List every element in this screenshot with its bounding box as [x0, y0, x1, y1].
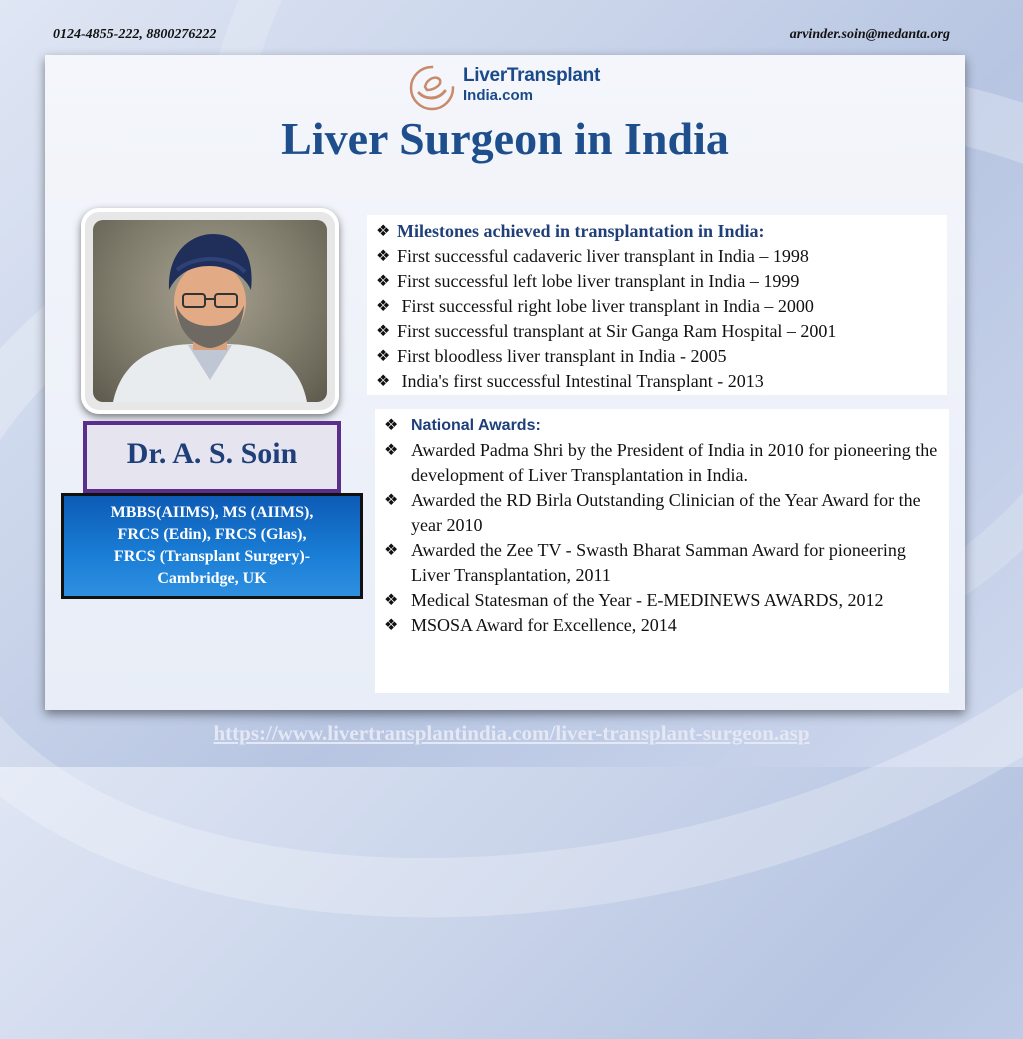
diamond-bullet-icon: ❖ [384, 542, 399, 559]
degree-line: Cambridge, UK [157, 570, 267, 587]
footer-link[interactable]: https://www.livertransplantindia.com/liver-transplant-surgeon.asp [213, 721, 810, 745]
list-item [384, 538, 949, 588]
page-title: Liver Surgeon in India [281, 113, 729, 164]
list-item [376, 319, 947, 344]
email-address[interactable]: arvinder.soin@medanta.org [789, 27, 950, 42]
award-text: MSOSA Award for Excellence, 2014 [411, 615, 677, 635]
milestone-text: First successful right lobe liver transplant in India – 2000 [397, 296, 814, 316]
degree-line: FRCS (Edin), FRCS (Glas), [117, 526, 307, 543]
awards-heading-row [384, 413, 949, 438]
diamond-bullet-icon: ❖ [376, 273, 391, 290]
milestone-text: First bloodless liver transplant in India - 2005 [397, 346, 727, 366]
award-text: Awarded the RD Birla Outstanding Clinician of the Year Award for the year 2010 [411, 490, 921, 535]
list-item [376, 269, 947, 294]
doctor-name: Dr. A. S. Soin [126, 437, 298, 470]
diamond-bullet-icon: ❖ [376, 373, 391, 390]
diamond-bullet-icon: ❖ [376, 348, 391, 365]
liver-hand-icon [407, 63, 457, 113]
contact-bar [0, 20, 1023, 50]
list-item [376, 369, 947, 394]
phone-numbers: 0124-4855-222, 8800276222 [53, 27, 217, 42]
diamond-bullet-icon: ❖ [376, 298, 391, 315]
degree-line: MBBS(AIIMS), MS (AIIMS), [110, 504, 314, 521]
award-text: Medical Statesman of the Year - E-MEDINEWS AWARDS, 2012 [411, 590, 884, 610]
list-item [376, 344, 947, 369]
diamond-bullet-icon: ❖ [384, 617, 399, 634]
diamond-bullet-icon: ❖ [384, 492, 399, 509]
list-item [384, 438, 949, 488]
degree-line: FRCS (Transplant Surgery)- [113, 548, 311, 565]
doctor-photo-frame [81, 208, 339, 414]
diamond-bullet-icon: ❖ [384, 442, 399, 459]
doctor-photo [93, 220, 327, 402]
slide-card [45, 55, 965, 710]
milestone-text: India's first successful Intestinal Transplant - 2013 [397, 371, 764, 391]
doctor-degrees [61, 493, 363, 599]
diamond-bullet-icon: ❖ [376, 248, 391, 265]
diamond-bullet-icon: ❖ [376, 323, 391, 340]
milestone-text: First successful cadaveric liver transplant in India – 1998 [397, 246, 809, 266]
awards-box [375, 409, 949, 693]
diamond-bullet-icon: ❖ [384, 417, 399, 434]
milestone-text: First successful left lobe liver transplant in India – 1999 [397, 271, 800, 291]
logo-text-domain: India.com [463, 87, 534, 104]
list-item [376, 294, 947, 319]
milestones-heading-row [376, 219, 947, 244]
milestone-text: First successful transplant at Sir Ganga Ram Hospital – 2001 [397, 321, 837, 341]
awards-heading: National Awards: [411, 417, 541, 434]
list-item [384, 588, 949, 613]
diamond-bullet-icon: ❖ [376, 223, 391, 240]
diamond-bullet-icon: ❖ [384, 592, 399, 609]
award-text: Awarded Padma Shri by the President of India in 2010 for pioneering the development of Liver Transplantation in India. [411, 440, 938, 485]
list-item [384, 488, 949, 538]
list-item [376, 244, 947, 269]
logo-text-main: LiverTransplant [463, 65, 600, 86]
milestones-box [367, 215, 947, 395]
doctor-name-box [83, 421, 341, 493]
award-text: Awarded the Zee TV - Swasth Bharat Samman Award for pioneering Liver Transplantation, 2011 [411, 540, 906, 585]
milestones-heading: Milestones achieved in transplantation in India: [397, 221, 765, 241]
list-item [384, 613, 949, 638]
site-logo[interactable] [407, 63, 647, 113]
